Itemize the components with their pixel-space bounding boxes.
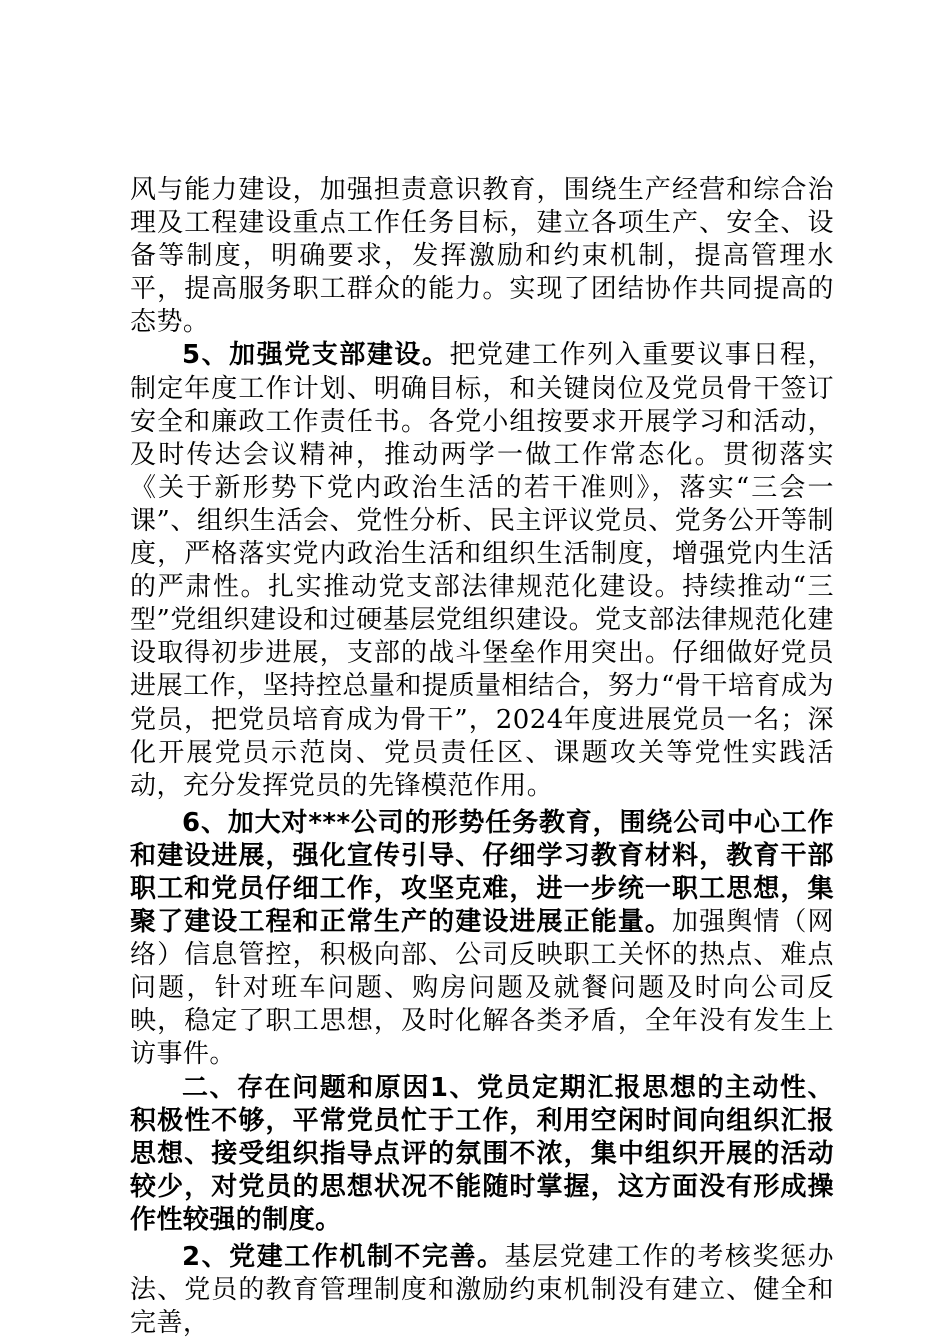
paragraph-text: 加强舆情（网络）信息管控，积极向部、公司反映职工关怀的热点、难点问题，针对班车问题、购房问题及就餐问题及时向公司反映，稳定了职工思想，及时化解各类矛盾，全年没有发生上访事件。 <box>130 907 834 1070</box>
paragraph-heading: 二、存在问题和原因1、党员定期汇报思想的主动性、积极性不够，平常党员忙于工作，利用空闲时间向组织汇报思想、接受组织指导点评的氛围不浓，集中组织开展的活动较少，对党员的思想状况不能随时掌握，这方面没有形成操作性较强的制度。 <box>130 1072 834 1235</box>
paragraph-party-branch-building <box>130 339 834 802</box>
paragraph-problems-and-causes <box>130 1072 834 1237</box>
paragraph-mechanism-incomplete <box>130 1241 834 1340</box>
paragraph-text: 把党建工作列入重要议事日程，制定年度工作计划、明确目标，和关键岗位及党员骨干签订安全和廉政工作责任书。各党小组按要求开展学习和活动，及时传达会议精神，推动两学一做工作常态化。贯彻落实《关于新形势下党内政治生活的若干准则》，落实“三会一课”、组织生活会、党性分析、民主评议党员、党务公开等制度，严格落实党内政治生活和组织生活制度，增强党内生活的严肃性。扎实推动党支部法律规范化建设。持续推动“三型”党组织建设和过硬基层党组织建设。党支部法律规范化建设取得初步进展，支部的战斗堡垒作用突出。仔细做好党员进展工作，坚持控总量和提质量相结合，努力“骨干培育成为党员，把党员培育成为骨干”，2024年度进展党员一名；深化开展党员示范岗、党员责任区、课题攻关等党性实践活动，充分发挥党员的先锋模范作用。 <box>130 340 834 801</box>
paragraph-continuation <box>130 174 834 339</box>
document-body <box>130 174 834 1340</box>
paragraph-text: 基层党建工作的考核奖惩办法、党员的教育管理制度和激励约束机制没有建立、健全和完善， <box>130 1242 834 1339</box>
paragraph-text: 风与能力建设，加强担责意识教育，围绕生产经营和综合治理及工程建设重点工作任务目标，建立各项生产、安全、设备等制度，明确要求，发挥激励和约束机制，提高管理水平，提高服务职工群众的能力。实现了团结协作共同提高的态势。 <box>130 175 834 338</box>
paragraph-situation-education <box>130 807 834 1072</box>
paragraph-heading: 2、党建工作机制不完善。 <box>182 1242 505 1272</box>
paragraph-heading: 5、加强党支部建设。 <box>182 340 450 371</box>
paragraph-heading: 6、加大对***公司的形势任务教育，围绕公司中心工作和建设进展，强化宣传引导、仔细学习教育材料，教育干部职工和党员仔细工作，攻坚克难，进一步统一职工思想，集聚了建设工程和正常生产的建设进展正能量。 <box>130 807 834 938</box>
